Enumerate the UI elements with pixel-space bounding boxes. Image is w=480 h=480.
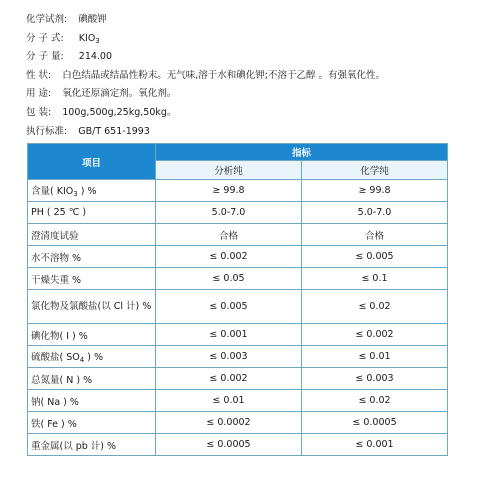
row-item: 水不溶物 %: [28, 246, 156, 268]
item-main: 硫酸盐( SO: [31, 352, 80, 363]
row-ar-value: ≤ 0.01: [156, 390, 302, 412]
table-row: [28, 412, 448, 434]
row-item: [28, 346, 156, 368]
specification-table: [27, 143, 448, 456]
row-cp-value: 合格: [302, 224, 448, 246]
table-row: [28, 246, 448, 268]
table-row: [28, 368, 448, 390]
table-row: [28, 324, 448, 346]
item-subscript: 4: [79, 356, 85, 364]
row-ar-value: ≤ 0.002: [156, 368, 302, 390]
row-item: 钠( Na ) %: [28, 390, 156, 412]
standard-label: 执行标准:: [26, 125, 68, 137]
table-header-row: [28, 144, 448, 161]
table-row: [28, 290, 448, 324]
table-row: [28, 180, 448, 202]
row-item: 干燥失重 %: [28, 268, 156, 290]
info-formula: [26, 30, 476, 49]
properties-label: 性 状:: [26, 69, 52, 81]
row-ar-value: ≥ 99.8: [156, 180, 302, 202]
table-row: [28, 346, 448, 368]
row-item: 澄清度试验: [28, 224, 156, 246]
row-ar-value: 5.0-7.0: [156, 202, 302, 224]
table-row: [28, 268, 448, 290]
row-cp-value: ≤ 0.003: [302, 368, 448, 390]
row-item: 氯化物及氯酸盐(以 Cl 计) %: [28, 290, 156, 324]
row-ar-value: ≤ 0.001: [156, 324, 302, 346]
table-row: [28, 202, 448, 224]
row-ar-value: 合格: [156, 224, 302, 246]
product-info: [26, 11, 476, 141]
row-ar-value: ≤ 0.003: [156, 346, 302, 368]
row-cp-value: ≤ 0.0005: [302, 412, 448, 434]
header-index: 指标: [156, 144, 448, 161]
row-cp-value: ≤ 0.005: [302, 246, 448, 268]
info-weight: [26, 48, 476, 67]
row-cp-value: ≤ 0.02: [302, 390, 448, 412]
item-tail: ) %: [84, 352, 103, 363]
row-ar-value: ≤ 0.002: [156, 246, 302, 268]
item-subscript: 3: [73, 190, 78, 198]
header-item: 项目: [28, 144, 156, 180]
row-item: 铁( Fe ) %: [28, 412, 156, 434]
item-tail: ) %: [77, 186, 97, 197]
usage-value: 氧化还原滴定剂。氧化剂。: [62, 88, 177, 100]
row-cp-value: 5.0-7.0: [302, 202, 448, 224]
info-chem-name: [26, 11, 476, 30]
chem-name-label: 化学试剂:: [26, 14, 68, 25]
chem-name-value: 碘酸钾: [78, 14, 107, 25]
table-row: [28, 434, 448, 456]
formula-label: 分 子 式:: [26, 32, 64, 44]
formula-value: [79, 30, 100, 51]
row-item: PH ( 25 ℃ ): [28, 202, 156, 224]
table-row: [28, 224, 448, 246]
info-standard: [26, 123, 476, 142]
usage-label: 用 途:: [26, 88, 52, 100]
row-item: [28, 180, 156, 202]
info-properties: [26, 67, 476, 86]
row-ar-value: ≤ 0.05: [156, 268, 302, 290]
row-item: 总氮量( N ) %: [28, 368, 156, 390]
standard-value: GB/T 651-1993: [78, 125, 150, 137]
item-main: 含量( KIO: [31, 186, 74, 197]
row-cp-value: ≤ 0.001: [302, 434, 448, 456]
header-analytical-pure: 分析纯: [156, 161, 302, 180]
row-ar-value: ≤ 0.005: [156, 290, 302, 324]
row-item: 碘化物( I ) %: [28, 324, 156, 346]
row-cp-value: ≤ 0.1: [302, 268, 448, 290]
row-cp-value: ≥ 99.8: [302, 180, 448, 202]
row-ar-value: ≤ 0.0002: [156, 412, 302, 434]
weight-value: 214.00: [78, 51, 113, 63]
info-usage: [26, 85, 476, 104]
row-cp-value: ≤ 0.01: [302, 346, 448, 368]
packaging-value: 100g,500g,25kg,50kg。: [62, 106, 177, 118]
row-cp-value: ≤ 0.002: [302, 324, 448, 346]
info-packaging: [26, 104, 476, 123]
row-ar-value: ≤ 0.0005: [156, 434, 302, 456]
properties-value: 白色结晶或结晶性粉末。无气味,溶于水和碘化钾;不溶于乙醇 。有强氧化性。: [62, 69, 386, 81]
header-chemical-pure: 化学纯: [302, 161, 448, 180]
formula-subscript: 3: [95, 36, 100, 45]
table-row: [28, 390, 448, 412]
packaging-label: 包 装:: [26, 106, 52, 118]
row-cp-value: ≤ 0.02: [302, 290, 448, 324]
weight-label: 分 子 量:: [26, 51, 64, 63]
formula-main: KIO: [78, 32, 96, 44]
row-item: 重金属(以 pb 计) %: [28, 434, 156, 456]
